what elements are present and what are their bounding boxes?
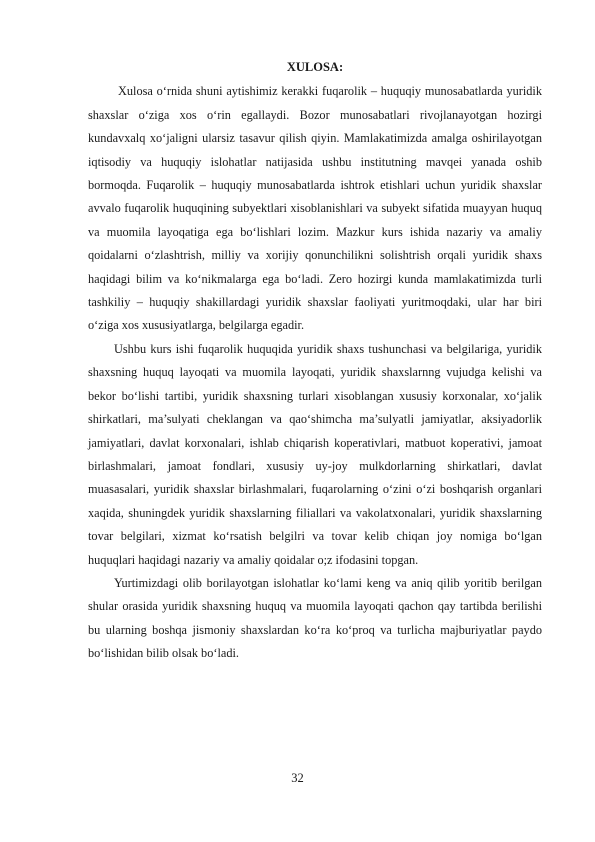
section-title: XULOSA:	[286, 60, 344, 74]
page-content	[88, 56, 542, 666]
paragraph-reforms: Yurtimizdagi olib borilayotgan islohatlar ko‘lami keng va aniq qilib yoritib berilgan shular orasida yuridik shaxsning huquq va muomila layoqati qachon qay tartibda berilishi bu ularning boshqa jismoniy shaxslardan ko‘ra ko‘proq va turlicha majburiyatlar paydo bo‘lishidan bilib olsak bo‘ladi.	[88, 575, 542, 661]
paragraph-course-summary: Ushbu kurs ishi fuqarolik huquqida yuridik shaxs tushunchasi va belgilariga, yuridik shaxsning huquq layoqati va muomila layoqati, yuridik shaxslarnng vujudga kelishi va bekor bo‘lishi tartibi, yuridik shaxsning turlari xisoblangan xususiy korxonalar, xo‘jalik shirkatlari, ma’sulyati cheklangan va qao‘shimcha ma’sulyatli jamiyatlar, aksiyadorlik jamiyatlari, davlat korxonalari, ishlab chiqarish koperativlari, matbuot koperativi, jamoat birlashmalari, jamoat fondlari, xususiy uy-joy mulkdorlarning shirkatlari, davlat muasasalari, yuridik shaxslar birlashmalari, fuqarolarning o‘zini o‘zi boshqarish organlari xaqida, shuningdek yuridik shaxslarning filiallari va vakolatxonalari, yuridik shaxslarning tovar belgilari, xizmat ko‘rsatish belgilri va tovar kelib chiqan joy nomiga bo‘lgan huquqlari haqidagi nazariy va amaliy qoidalar o;z ifodasini topgan.	[88, 341, 542, 567]
paragraph-conclusion-intro: Xulosa o‘rnida shuni aytishimiz kerakki fuqarolik – huquqiy munosabatlarda yuridik shaxslar o‘ziga xos o‘rin egallaydi. Bozor munosabatlari rivojlanayotgan hozirgi kundavxalq xo‘jaligni ularsiz tasavur qilish qiyin. Mamlakatimizda amalga oshirilayotgan iqtisodiy va huquqiy islohatlar natijasida ushbu institutning mavqei yanada oshib bormoqda. Fuqarolik – huquqiy munosabatlarda ishtrok etishlari uchun yuridik shaxslar avvalo fuqarolik huquqining subyektlari xisoblanishlari va subyekt sifatida muayyan huquq va muomila layoqatiga ega bo‘lishlari lozim. Mazkur kurs ishida nazariy va amaliy qoidalarni o‘zlashtrish, milliy va xorijiy qonunchilikni solishtrish orqali yuridik shaxs haqidagi bilim va ko‘nikmalarga ega bo‘ladi. Zero hozirgi kunda mamlakatimizda turli tashkiliy – huquqiy shakillardagi yuridik shaxslar faoliyati yuritmoqdaki, ular har biri o‘ziga xos xususiyatlarga, belgilarga egadir.	[88, 84, 542, 333]
page-number: 32	[291, 771, 304, 785]
